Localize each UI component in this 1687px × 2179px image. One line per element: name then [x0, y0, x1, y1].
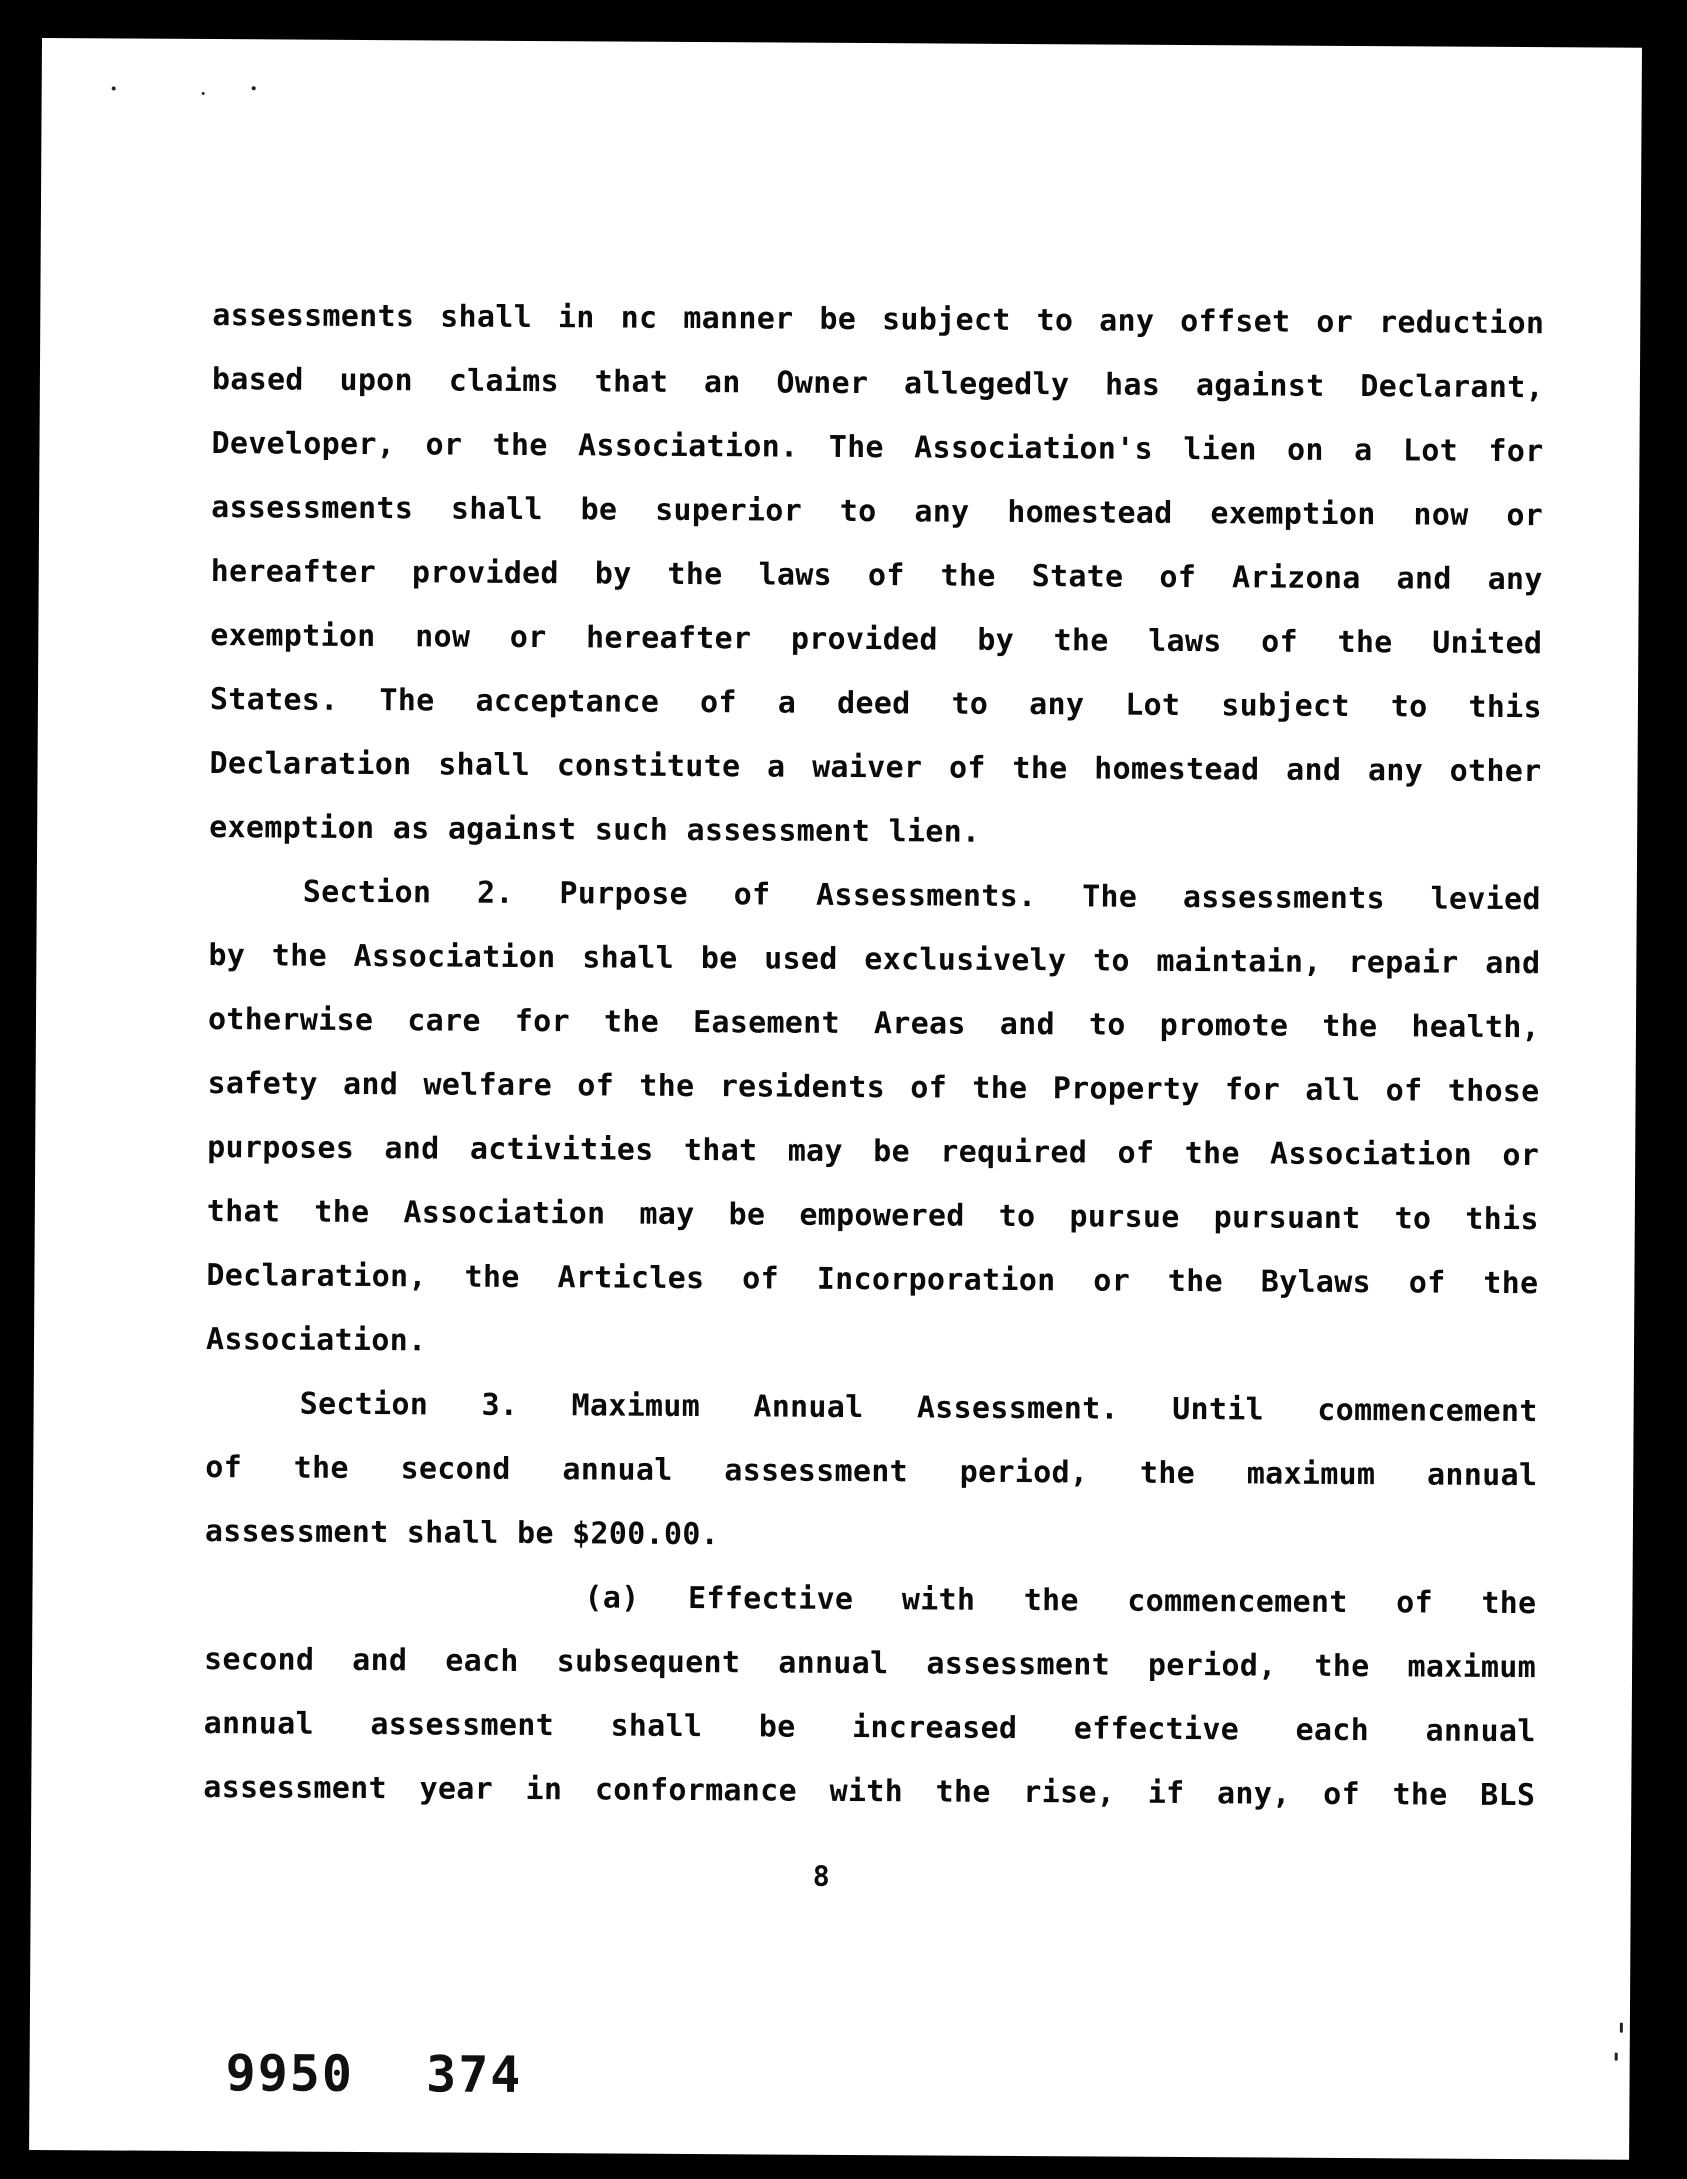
document-stamp-number: 9950 374 [225, 2044, 523, 2104]
scan-speck [1620, 2023, 1623, 2033]
scan-speck [1615, 2053, 1618, 2061]
scan-speck [202, 92, 205, 95]
section-heading-line: Section 2. Purpose of Assessments. The assessments levied [302, 874, 1541, 918]
subsection-heading-line: (a) Effective with the commencement of the [584, 1580, 1537, 1622]
text-line: exemption now or hereafter provided by the laws of the United [210, 618, 1543, 662]
text-line: that the Association may be empowered to pursue pursuant to this [206, 1194, 1539, 1238]
text-line: assessments shall in nc manner be subject to any offset or reduction [212, 298, 1545, 342]
document-body [203, 284, 1544, 1828]
text-line: otherwise care for the Easement Areas and to promote the health, [207, 1002, 1541, 1046]
text-line: of the second annual assessment period, the maximum annual [205, 1450, 1538, 1494]
text-line: assessment shall be $200.00. [204, 1514, 720, 1553]
paragraph-lien-continuation [209, 284, 1544, 868]
text-line: Developer, or the Association. The Association's lien on a Lot for [211, 426, 1544, 470]
text-line: States. The acceptance of a deed to any Lot subject to this [209, 682, 1543, 726]
page-number: 8 [812, 1859, 830, 1893]
document-page [29, 38, 1642, 2160]
text-line: exemption as against such assessment lien. [209, 810, 981, 850]
text-line: Declaration shall constitute a waiver of the homestead and any other [209, 746, 1542, 790]
scan-speck [112, 86, 116, 90]
section-heading-line: Section 3. Maximum Annual Assessment. Until commencement [299, 1386, 1538, 1430]
text-line: annual assessment shall be increased effective each annual [203, 1706, 1536, 1750]
text-line: based upon claims that an Owner allegedly has against Declarant, [211, 362, 1544, 406]
text-line: assessments shall be superior to any homestead exemption now or [211, 490, 1544, 534]
section-2-purpose-of-assessments [206, 860, 1541, 1380]
text-line: assessment year in conformance with the rise, if any, of the BLS [203, 1770, 1536, 1814]
text-line: Association. [205, 1322, 427, 1359]
scan-speck [252, 86, 256, 90]
text-line: Declaration, the Articles of Incorporation or the Bylaws of the [206, 1258, 1539, 1302]
section-3-maximum-annual-assessment [205, 1372, 1538, 1572]
text-line: hereafter provided by the laws of the State of Arizona and any [210, 554, 1543, 598]
text-line: purposes and activities that may be required of the Association or [207, 1130, 1540, 1174]
text-line: by the Association shall be used exclusively to maintain, repair and [208, 938, 1541, 982]
text-line: safety and welfare of the residents of the Property for all of those [207, 1066, 1540, 1110]
text-line: second and each subsequent annual assessment period, the maximum [203, 1642, 1537, 1686]
subsection-a [203, 1564, 1537, 1828]
